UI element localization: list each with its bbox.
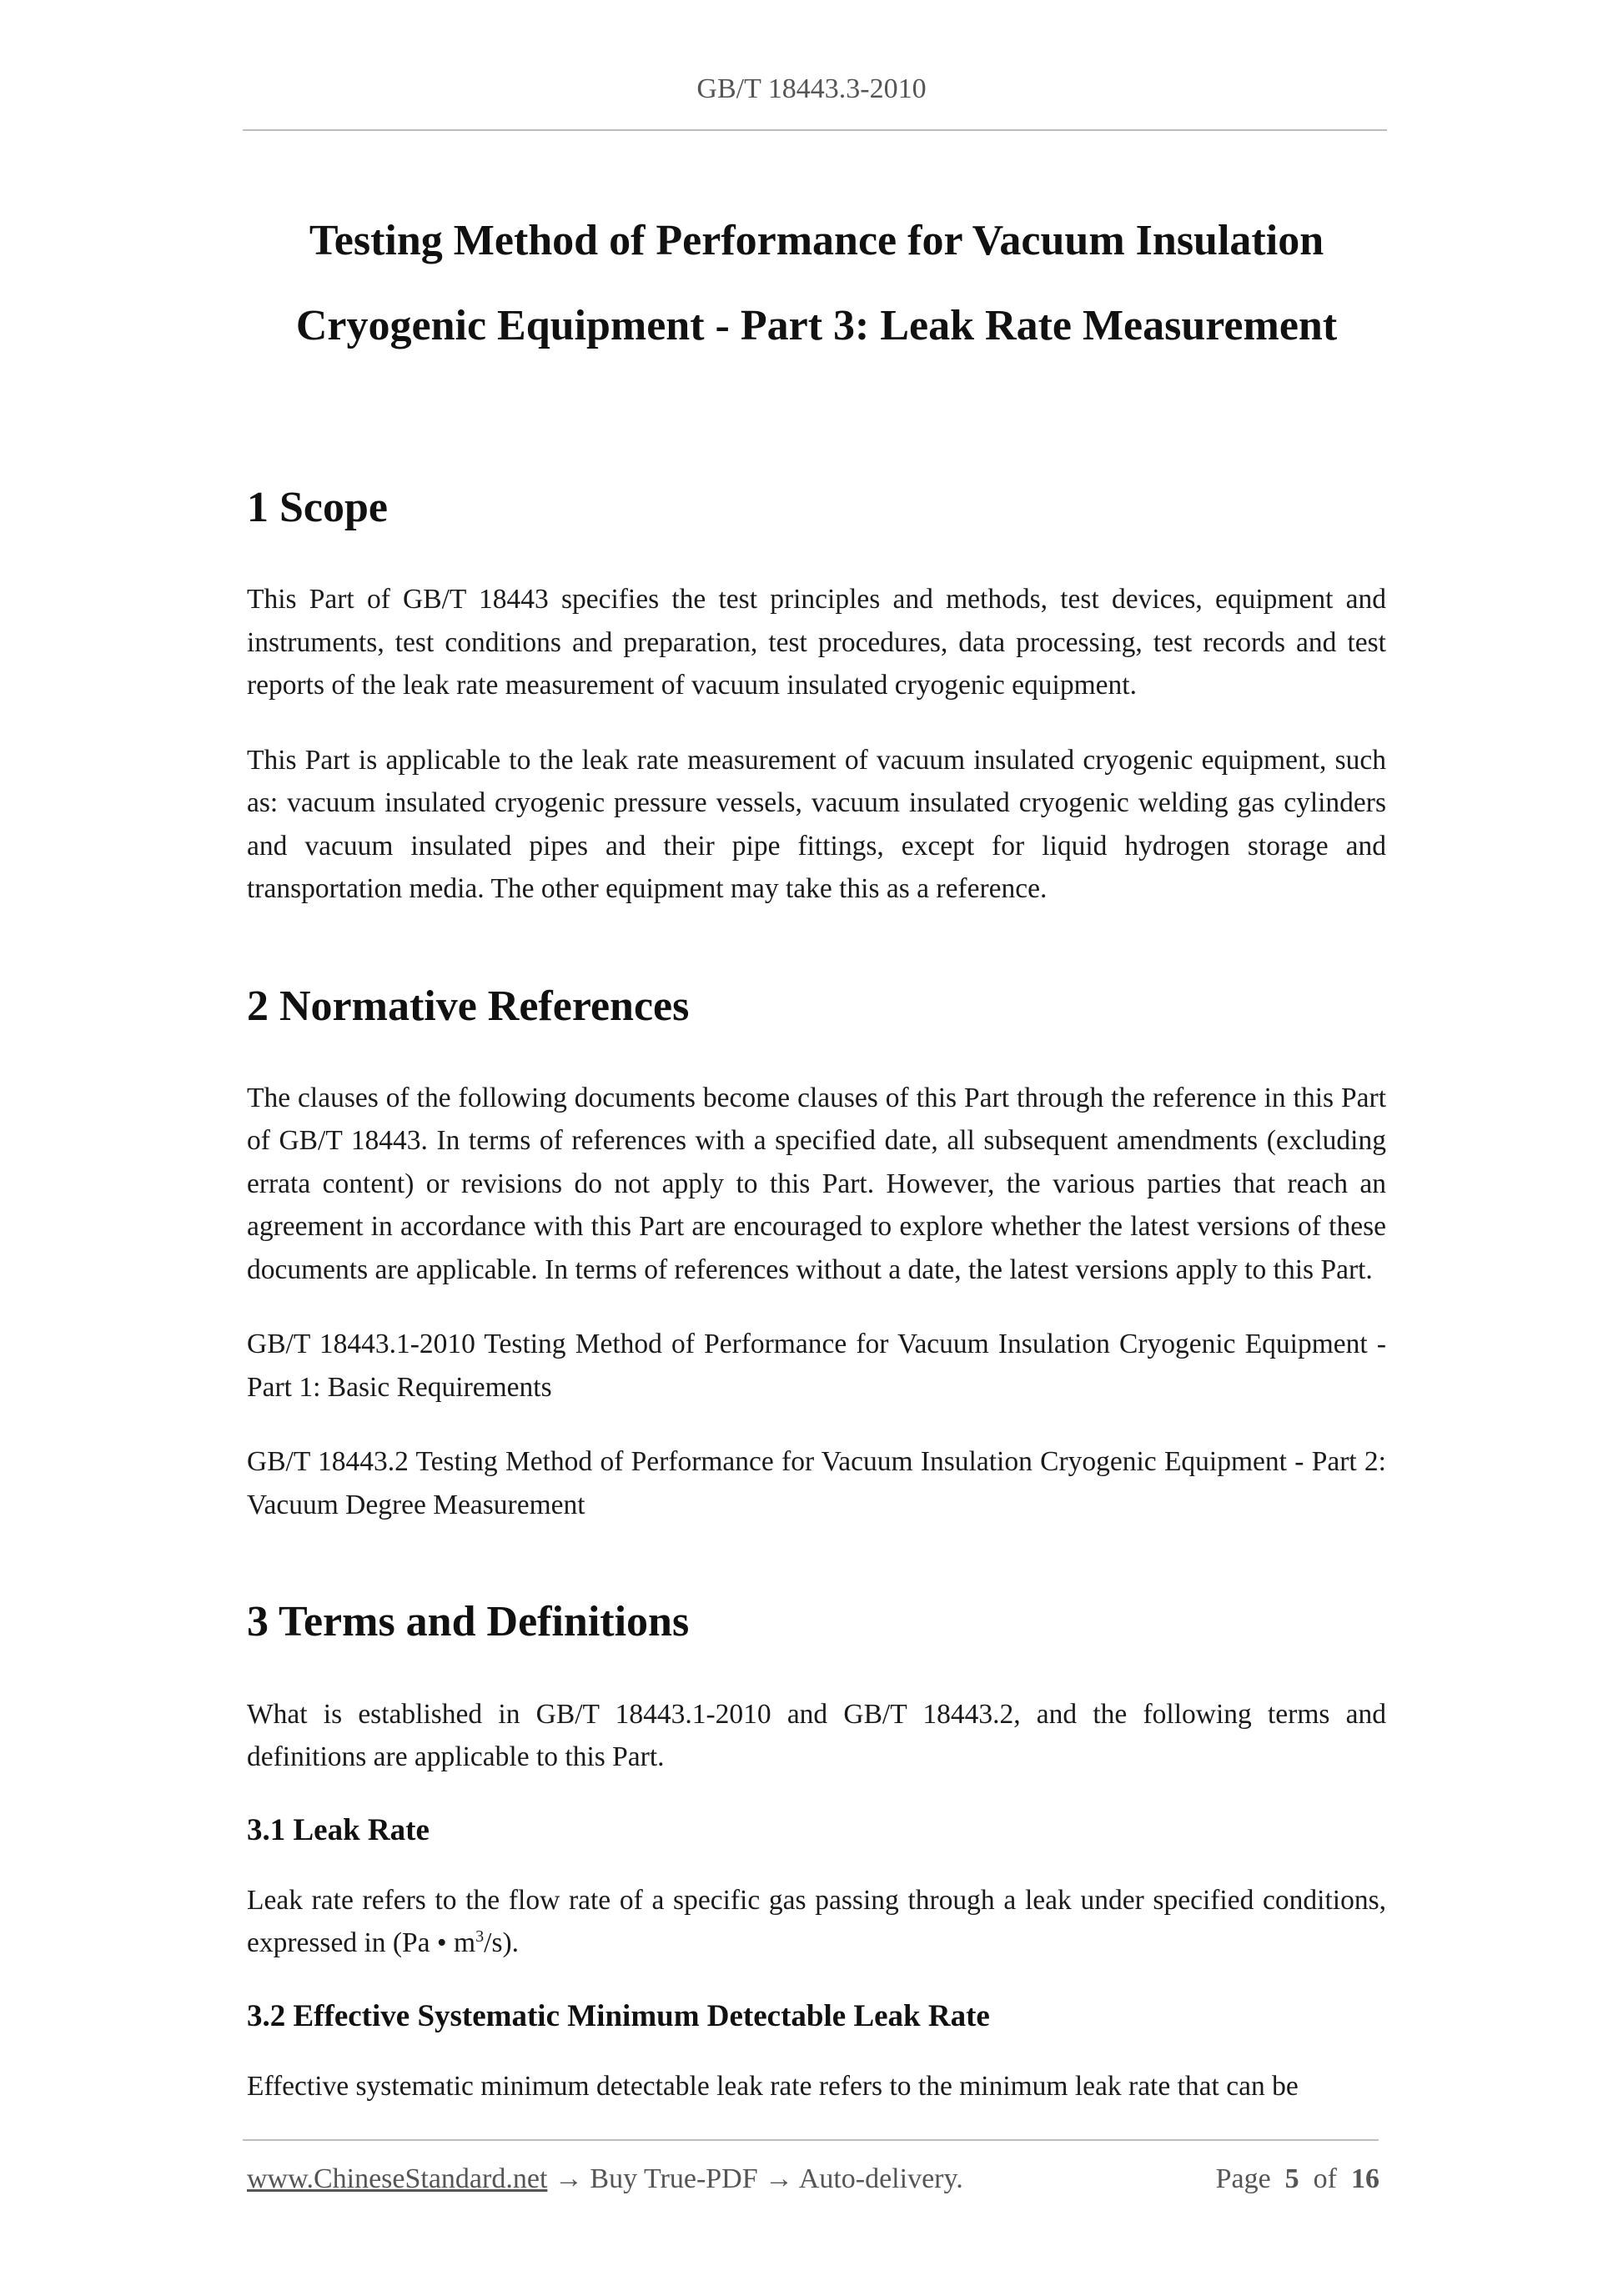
document-title bbox=[247, 198, 1386, 369]
reference-item: GB/T 18443.1-2010 Testing Method of Performance for Vacuum Insulation Cryogenic Equipment - Part 1: Basic Requirements bbox=[247, 1329, 1386, 1403]
definition-effective-minimum-detectable-leak-rate: Effective systematic minimum detectable leak rate refers to the minimum leak rate that can be bbox=[247, 2071, 1299, 2103]
footer-left bbox=[247, 2163, 963, 2195]
paragraph: What is established in GB/T 18443.1-2010 and GB/T 18443.2, and the following terms and definitions are applicable to this Part. bbox=[247, 1698, 1386, 1773]
footer-tagline: → Buy True-PDF → Auto-delivery. bbox=[547, 2163, 963, 2194]
title-line-2: Cryogenic Equipment - Part 3: Leak Rate Measurement bbox=[295, 302, 1338, 349]
page-number: 5 bbox=[1284, 2163, 1299, 2194]
paragraph: This Part is applicable to the leak rate measurement of vacuum insulated cryogenic equipment, such as: vacuum insulated cryogenic pressure vessels, vacuum insulated cryogenic welding gas cylinders and vacuum insulated pipes and their pipe fittings, except for liquid hydrogen storage and transportation media. The other equipment may take this as a reference. bbox=[247, 744, 1386, 905]
section-heading-normative-references: 2 Normative References bbox=[247, 982, 690, 1030]
section-heading-terms-and-definitions: 3 Terms and Definitions bbox=[247, 1598, 690, 1646]
superscript: 3 bbox=[475, 1927, 485, 1947]
site-link[interactable]: www.ChineseStandard.net bbox=[247, 2163, 548, 2194]
page-total: 16 bbox=[1351, 2163, 1379, 2194]
title-line-1: Testing Method of Performance for Vacuum Insulation bbox=[309, 217, 1324, 264]
section-heading-scope: 1 Scope bbox=[247, 484, 388, 531]
header-divider bbox=[243, 129, 1387, 131]
page-of-label: of bbox=[1313, 2163, 1337, 2194]
page-body bbox=[247, 198, 1386, 2108]
reference-item: GB/T 18443.2 Testing Method of Performance for Vacuum Insulation Cryogenic Equipment - Part 2: Vacuum Degree Measurement bbox=[247, 1446, 1386, 1520]
paragraph: This Part of GB/T 18443 specifies the test principles and methods, test devices, equipment and instruments, test conditions and preparation, test procedures, data processing, test records and test reports of the leak rate measurement of vacuum insulated cryogenic equipment. bbox=[247, 584, 1386, 701]
definition-text: /s). bbox=[484, 1927, 520, 1959]
page-indicator bbox=[1216, 2163, 1379, 2195]
running-header: GB/T 18443.3-2010 bbox=[696, 73, 927, 104]
definition-text: Leak rate refers to the flow rate of a specific gas passing through a leak under specified conditions, expressed in (Pa • m bbox=[247, 1884, 1386, 1959]
subsection-heading-leak-rate: 3.1 Leak Rate bbox=[247, 1812, 430, 1847]
footer-divider bbox=[243, 2139, 1379, 2141]
definition-leak-rate bbox=[247, 1879, 1386, 1965]
subsection-heading-effective-minimum-detectable-leak-rate: 3.2 Effective Systematic Minimum Detectable Leak Rate bbox=[247, 1998, 990, 2033]
paragraph: The clauses of the following documents become clauses of this Part through the reference in this Part of GB/T 18443. In terms of references with a specified date, all subsequent amendments (excluding errata content) or revisions do not apply to this Part. However, the various parties that reach an agreement in accordance with this Part are encouraged to explore whether the latest versions of these documents are applicable. In terms of references without a date, the latest versions apply to this Part. bbox=[247, 1082, 1386, 1285]
page-label: Page bbox=[1215, 2163, 1271, 2194]
